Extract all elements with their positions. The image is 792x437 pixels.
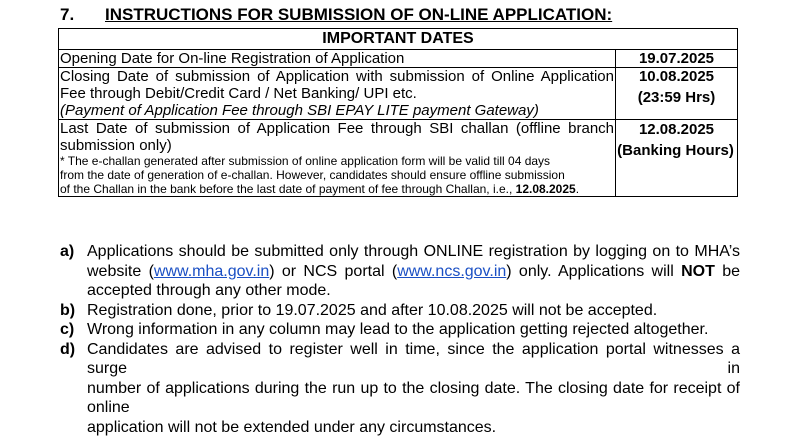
marker-a: a) (60, 242, 74, 262)
table-header: IMPORTANT DATES (59, 29, 738, 50)
marker-b: b) (60, 301, 75, 321)
closing-time: (23:59 Hrs) (617, 89, 736, 106)
challan-line-1: Last Date of submission of Application Fee through SBI challan (offline branch (60, 120, 614, 137)
note-a-line-2 (87, 262, 740, 282)
list-item-d (58, 340, 740, 437)
list-item-a (58, 242, 740, 301)
marker-c: c) (60, 320, 74, 340)
challan-note-1: * The e-challan generated after submission of online application form will be valid till 04 days (60, 154, 614, 168)
challan-note-3-end: . (576, 182, 579, 196)
opening-label: Opening Date for On-line Registration of Application (59, 50, 616, 68)
table-header-row (59, 29, 738, 50)
table-row-challan (59, 120, 738, 197)
challan-note-3 (60, 182, 614, 196)
challan-date: 12.08.2025 (617, 121, 736, 138)
closing-label (59, 68, 616, 120)
table-row-opening (59, 50, 738, 68)
challan-label (59, 120, 616, 197)
note-a-line-3: accepted through any other mode. (87, 281, 740, 301)
challan-line-2: submission only) (60, 137, 614, 154)
challan-note-3-text: of the Challan in the bank before the last date of payment of fee through Challan, i.e., (60, 182, 516, 196)
challan-date-cell (616, 120, 738, 197)
note-a-text-4: be (715, 263, 740, 280)
note-b-text: Registration done, prior to 19.07.2025 and after 10.08.2025 will not be accepted. (87, 301, 740, 321)
note-a-line-1: Applications should be submitted only through ONLINE registration by logging on to MHA’s (87, 242, 740, 262)
important-dates-table (58, 28, 738, 197)
challan-note-2: from the date of generation of e-challan. However, candidates should ensure offline submission (60, 168, 614, 182)
closing-line-3: (Payment of Application Fee through SBI EPAY LITE payment Gateway) (60, 102, 614, 119)
note-a-text-1: website ( (87, 263, 154, 280)
ncs-portal-link[interactable]: www.ncs.gov.in (397, 263, 506, 280)
list-item-c (58, 320, 740, 340)
note-a-emphasis: NOT (681, 263, 715, 280)
section-title: INSTRUCTIONS FOR SUBMISSION OF ON-LINE APPLICATION: (105, 4, 612, 26)
table-row-closing (59, 68, 738, 120)
note-d-line-1: Candidates are advised to register well in time, since the application portal witnesses a surge in (87, 340, 740, 379)
marker-d: d) (60, 340, 75, 360)
section-heading (60, 4, 760, 26)
list-item-b (58, 301, 740, 321)
mha-website-link[interactable]: www.mha.gov.in (154, 263, 269, 280)
note-a-text-2: ) or NCS portal ( (269, 263, 397, 280)
section-number: 7. (60, 4, 74, 26)
closing-date: 10.08.2025 (617, 68, 736, 85)
note-c-text: Wrong information in any column may lead to the application getting rejected altogether. (87, 320, 740, 340)
challan-note-3-date: 12.08.2025 (516, 182, 576, 196)
instructions-list (58, 242, 740, 437)
opening-date: 19.07.2025 (616, 50, 738, 68)
note-a-text-3: ) only. Applications will (506, 263, 681, 280)
closing-line-1: Closing Date of submission of Application with submission of Online Application (60, 68, 614, 85)
closing-line-2: Fee through Debit/Credit Card / Net Banking/ UPI etc. (60, 85, 614, 102)
note-d-line-2: number of applications during the run up to the closing date. The closing date for receipt of online (87, 379, 740, 418)
note-d-line-3: application will not be extended under any circumstances. (87, 418, 740, 437)
closing-date-cell (616, 68, 738, 120)
challan-time: (Banking Hours) (615, 142, 736, 159)
